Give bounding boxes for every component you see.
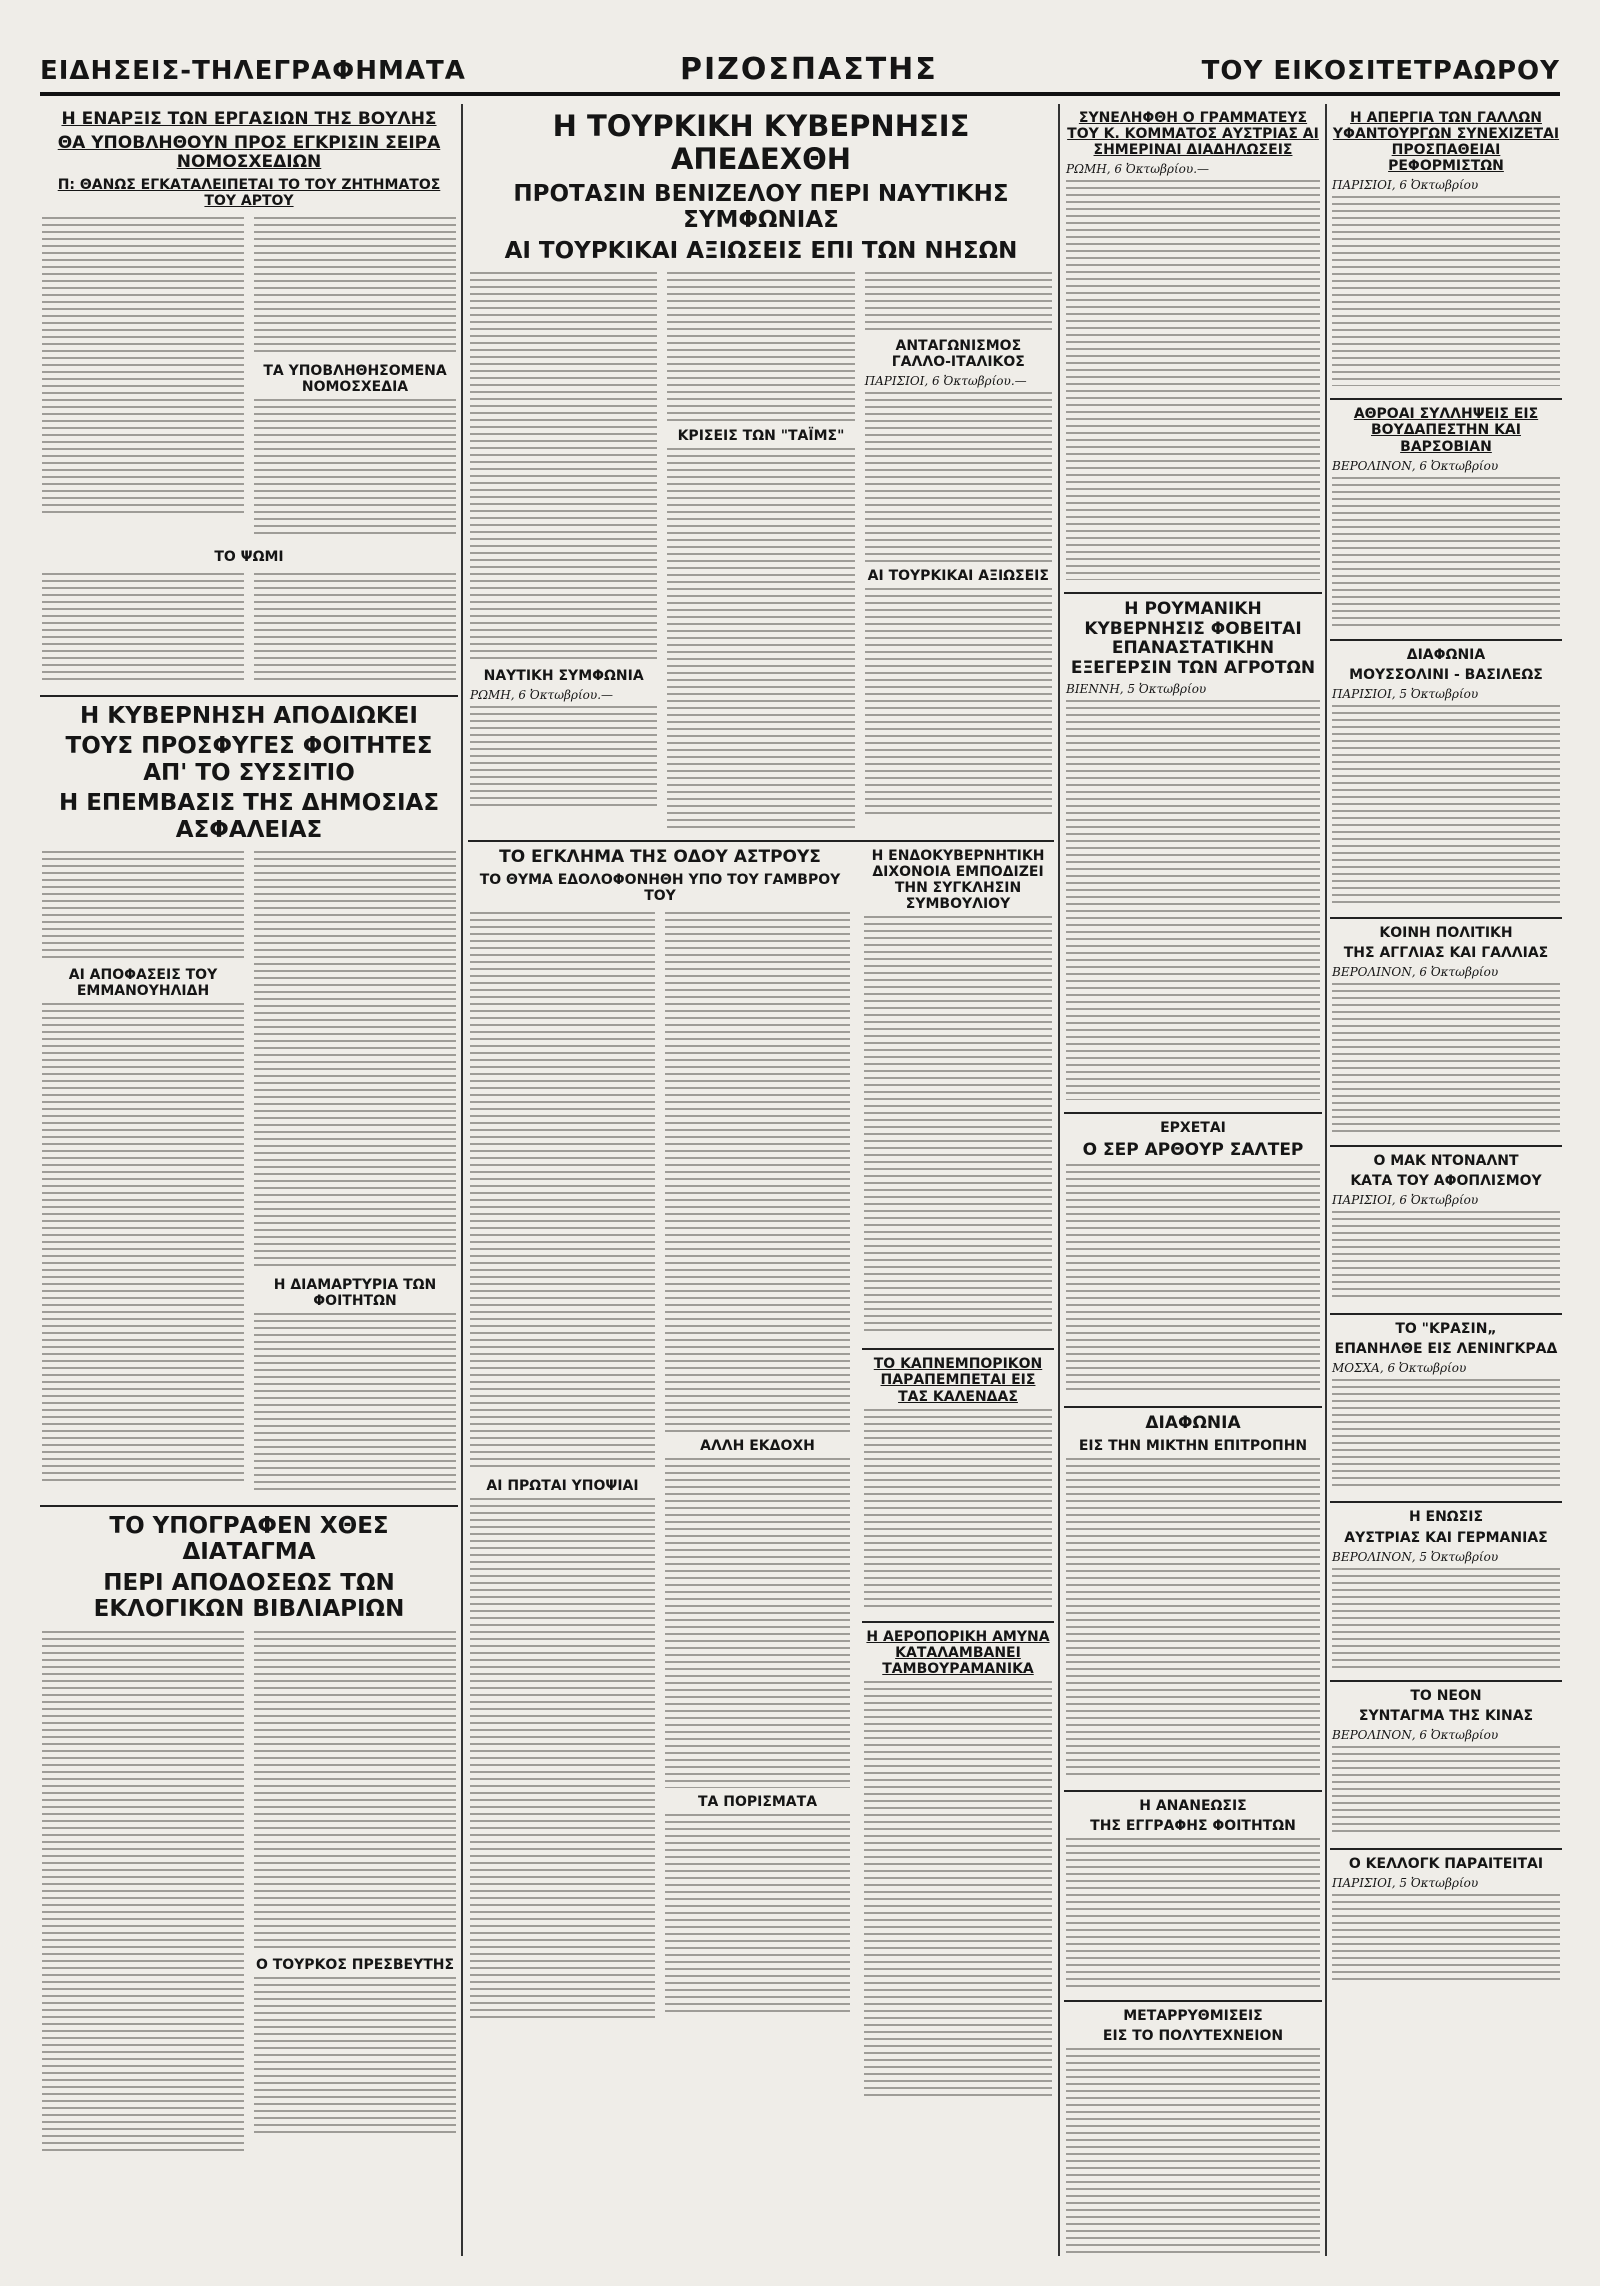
article-macdonald [1330,1147,1562,1315]
article-air-defence [862,1623,1054,2113]
body-text [1066,1164,1320,1394]
headline: ΔΙΑΦΩΝΙΑ [1145,1413,1241,1434]
article-polytechnic-reforms [1064,2002,1322,2256]
newspaper-name: ΡΙΖΟΣΠΑΣΤΗΣ [680,52,938,87]
body-text [865,392,1052,562]
headline: Η ΚΥΒΕΡΝΗΣΗ ΑΠΟΔΙΩΚΕΙ [80,702,418,729]
body-text [667,272,854,422]
column-divider [1058,104,1060,2256]
headline: ΚΑΤΑ ΤΟΥ ΑΦΟΠΛΙΣΜΟΥ [1350,1173,1542,1190]
headline: Η ΕΝΔΟΚΥΒΕΡΝΗΤΙΚΗ ΔΙΧΟΝΟΙΑ ΕΜΠΟΔΙΖΕΙ ΤΗΝ ΣΥΓΚΛΗΣΙΝ ΣΥΜΒΟΥΛΙΟΥ [871,848,1045,913]
subheading: ΤΑ ΥΠΟΒΛΗΘΗΣΟΜΕΝΑ ΝΟΜΟΣΧΕΔΙΑ [263,362,447,395]
headline: ΕΠΑΝΗΛΘΕ ΕΙΣ ΛΕΝΙΝΓΚΡΑΔ [1334,1341,1558,1358]
headline: ΠΕΡΙ ΑΠΟΔΟΣΕΩΣ ΤΩΝ ΕΚΛΟΓΙΚΩΝ ΒΙΒΛΙΑΡΙΩΝ [93,1569,405,1623]
body-text [254,573,456,683]
body-text [470,1498,655,2018]
dateline: ΒΕΡΟΛΙΝΟΝ, 5 Ὀκτωβρίου [1332,1549,1499,1564]
article-common-policy [1330,919,1562,1147]
body-text [42,217,244,517]
article-mass-arrests [1330,400,1562,640]
body-text [254,399,456,539]
body-text [865,272,1052,332]
headline: Π: ΘΑΝΩΣ ΕΓΚΑΤΑΛΕΙΠΕΤΑΙ ΤΟ ΤΟΥ ΖΗΤΗΜΑΤΟΣ ΤΟΥ ΑΡΤΟΥ [57,176,441,209]
headline: Η ΑΝΑΝΕΩΣΙΣ [1139,1797,1247,1814]
headline: ΤΟ ΕΓΚΛΗΜΑ ΤΗΣ ΟΔΟΥ ΑΣΤΡΟΥΣ [499,847,821,867]
headline: Η ΕΝΩΣΙΣ [1408,1509,1484,1526]
body-text [1332,1894,1560,1984]
headline: ΤΗΣ ΑΓΓΛΙΑΣ ΚΑΙ ΓΑΛΛΙΑΣ [1343,944,1549,961]
body-text [865,588,1052,818]
body-text [1332,1379,1560,1489]
headline: Ο ΚΕΛΛΟΓΚ ΠΑΡΑΙΤΕΙΤΑΙ [1348,1855,1544,1872]
headline: Ο ΣΕΡ ΑΡΘΟΥΡ ΣΑΛΤΕΡ [1082,1139,1304,1160]
dateline: ΠΑΡΙΣΙΟΙ, 6 Ὀκτωβρίου [1332,178,1479,193]
dateline: ΠΑΡΙΣΙΟΙ, 5 Ὀκτωβρίου [1332,1875,1479,1890]
article-kellogg [1330,1850,1562,1996]
article-parliament [40,104,458,697]
body-text [42,851,244,961]
subheading: ΑΙ ΤΟΥΡΚΙΚΑΙ ΑΞΙΩΣΕΙΣ [867,568,1049,584]
dateline: ΠΑΡΙΣΙΟΙ, 6 Ὀκτωβρίου [1332,1193,1479,1208]
headline: Η ΤΟΥΡΚΙΚΗ ΚΥΒΕΡΝΗΣΙΣ ΑΠΕΔΕΧΘΗ [552,109,970,177]
headline: ΘΑ ΥΠΟΒΛΗΘΟΥΝ ΠΡΟΣ ΕΓΚΡΙΣΙΝ ΣΕΙΡΑ ΝΟΜΟΣΧΕΔΙΩΝ [57,132,441,173]
body-text [42,573,244,683]
body-text [1332,196,1560,386]
article-refugee-students [40,697,458,1507]
subheading: ΑΙ ΠΡΩΤΑΙ ΥΠΟΨΙΑΙ [486,1477,639,1494]
article-student-registration [1064,1792,1322,2002]
body-text [470,272,657,662]
dateline: ΠΑΡΙΣΙΟΙ, 6 Ὀκτωβρίου.— [864,374,1027,388]
article-election-decree [40,1507,458,2163]
body-text [1332,983,1560,1133]
subheading: Η ΔΙΑΜΑΡΤΥΡΙΑ ΤΩΝ ΦΟΙΤΗΤΩΝ [273,1277,437,1310]
dateline: ΒΙΕΝΝΗ, 5 Ὀκτωβρίου [1066,682,1207,697]
headline: ΑΥΣΤΡΙΑΣ ΚΑΙ ΓΕΡΜΑΝΙΑΣ [1344,1529,1548,1546]
column-4 [1330,104,1562,2256]
body-text [254,217,456,357]
headline: ΤΟ ΚΑΠΝΕΜΠΟΡΙΚΟΝ ΠΑΡΑΠΕΜΠΕΤΑΙ ΕΙΣ ΤΑΣ ΚΑΛΕΝΔΑΣ [873,1356,1043,1405]
article-astrous-crime [468,842,852,2030]
article-tobacco-trade [862,1350,1054,1622]
body-text [470,912,655,1472]
body-text [254,851,456,1271]
article-austria-secretary [1064,104,1322,594]
subheading: ΑΙ ΑΠΟΦΑΣΕΙΣ ΤΟΥ ΕΜΜΑΝΟΥΗΛΙΔΗ [68,967,218,1000]
body-text [1066,700,1320,1100]
body-text [254,1977,456,2137]
body-text [864,1409,1052,1609]
article-austria-germany [1330,1503,1562,1681]
body-text [1066,2048,1320,2256]
body-text [1332,477,1560,627]
subheading: ΚΡΙΣΕΙΣ ΤΩΝ "ΤΑΪΜΣ" [677,428,845,444]
headline: ΠΡΟΤΑΣΙΝ ΒΕΝΙΖΕΛΟΥ ΠΕΡΙ ΝΑΥΤΙΚΗΣ ΣΥΜΦΩΝΙΑΣ [513,180,1009,234]
body-text [864,916,1052,1336]
subheading: ΑΛΛΗ ΕΚΔΟΧΗ [700,1437,815,1454]
section-subtitle: ΤΟΥ ΕΙΚΟΣΙΤΕΤΡΑΩΡΟΥ [1201,56,1560,86]
dateline: ΜΟΣΧΑ, 6 Ὀκτωβρίου [1332,1361,1467,1376]
body-text [1066,180,1320,580]
subheading: ΤΑ ΠΟΡΙΣΜΑΤΑ [697,1793,818,1810]
body-text [1332,1746,1560,1836]
article-mixed-commission [1064,1408,1322,1792]
headline: ΤΟ ΘΥΜΑ ΕΔΟΛΟΦΟΝΗΘΗ ΥΠΟ ΤΟΥ ΓΑΜΒΡΟΥ ΤΟΥ [479,871,841,904]
headline: ΑΘΡΟΑΙ ΣΥΛΛΗΨΕΙΣ ΕΙΣ ΒΟΥΔΑΠΕΣΤΗΝ ΚΑΙ ΒΑΡΣΟΒΙΑΝ [1353,406,1539,455]
column-divider [461,104,463,2256]
article-mussolini-king [1330,641,1562,919]
article-arthur-salter [1064,1114,1322,1408]
body-text [667,448,854,828]
headline: ΣΥΝΕΛΗΦΘΗ Ο ΓΡΑΜΜΑΤΕΥΣ ΤΟΥ Κ. ΚΟΜΜΑΤΟΣ ΑΥΣΤΡΙΑΣ ΑΙ ΣΗΜΕΡΙΝΑΙ ΔΙΑΔΗΛΩΣΕΙΣ [1067,110,1319,159]
headline: ΔΙΑΦΩΝΙΑ [1406,646,1486,663]
dateline: ΒΕΡΟΛΙΝΟΝ, 6 Ὀκτωβρίου [1332,965,1499,980]
dateline: ΒΕΡΟΛΙΝΟΝ, 6 Ὀκτωβρίου [1332,458,1499,473]
subheading: ΝΑΥΤΙΚΗ ΣΥΜΦΩΝΙΑ [483,668,644,684]
headline: Η ΕΝΑΡΞΙΣ ΤΩΝ ΕΡΓΑΣΙΩΝ ΤΗΣ ΒΟΥΛΗΣ [61,109,437,129]
body-text [864,1681,1052,2101]
column-divider [1325,104,1327,2256]
article-romanian-government [1064,594,1322,1114]
body-text [665,1814,850,2014]
column-2 [468,104,1054,2256]
column-3 [1064,104,1322,2256]
headline: ΤΟ ΝΕΟΝ [1410,1687,1482,1704]
body-text [665,1458,850,1788]
headline: Η ΡΟΥΜΑΝΙΚΗ ΚΥΒΕΡΝΗΣΙΣ ΦΟΒΕΙΤΑΙ ΕΠΑΝΑΣΤΑΤΙΚΗΝ ΕΞΕΓΕΡΣΙΝ ΤΩΝ ΑΓΡΟΤΩΝ [1070,599,1316,678]
dateline: ΒΕΡΟΛΙΝΟΝ, 6 Ὀκτωβρίου [1332,1727,1499,1742]
headline: Ο ΜΑΚ ΝΤΟΝΑΛΝΤ [1373,1153,1519,1170]
headline: ΑΙ ΤΟΥΡΚΙΚΑΙ ΑΞΙΩΣΕΙΣ ΕΠΙ ΤΩΝ ΝΗΣΩΝ [504,237,1018,264]
body-text [1066,1458,1320,1778]
body-text [470,706,657,806]
headline: ΜΕΤΑΡΡΥΘΜΙΣΕΙΣ [1123,2007,1263,2024]
article-krassin [1330,1315,1562,1503]
body-text [1332,705,1560,905]
body-text [42,1003,244,1483]
subheading: Ο ΤΟΥΡΚΟΣ ΠΡΕΣΒΕΥΤΗΣ [255,1956,455,1973]
body-text [254,1631,456,1951]
dateline: ΡΩΜΗ, 6 Ὀκτωβρίου.— [470,688,614,702]
section-title: ΕΙΔΗΣΕΙΣ-ΤΗΛΕΓΡΑΦΗΜΑΤΑ [40,56,466,86]
dateline: ΠΑΡΙΣΙΟΙ, 5 Ὀκτωβρίου [1332,686,1479,701]
dateline: ΡΩΜΗ, 6 Ὀκτωβρίου.— [1066,162,1210,177]
article-french-weavers [1330,104,1562,400]
body-text [254,1313,456,1493]
headline: ΤΟΥΣ ΠΡΟΣΦΥΓΕΣ ΦΟΙΤΗΤΕΣ ΑΠ' ΤΟ ΣΥΣΣΙΤΙΟ [65,733,433,786]
headline: ΤΟ ΥΠΟΓΡΑΦΕΝ ΧΘΕΣ ΔΙΑΤΑΓΜΑ [109,1513,389,1566]
headline: ΕΙΣ ΤΗΝ ΜΙΚΤΗΝ ΕΠΙΤΡΟΠΗΝ [1078,1437,1308,1454]
article-china-constitution [1330,1682,1562,1850]
subheading: ΑΝΤΑΓΩΝΙΣΜΟΣ ΓΑΛΛΟ-ΙΤΑΛΙΚΟΣ [891,338,1025,370]
headline: ΤΗΣ ΕΓΓΡΑΦΗΣ ΦΟΙΤΗΤΩΝ [1090,1817,1296,1834]
headline: Η ΑΠΕΡΓΙΑ ΤΩΝ ΓΑΛΛΩΝ ΥΦΑΝΤΟΥΡΓΩΝ ΣΥΝΕΧΙΖΕΤΑΙ ΠΡΟΣΠΑΘΕΙΑΙ ΡΕΦΟΡΜΙΣΤΩΝ [1332,110,1560,175]
body-text [1332,1568,1560,1668]
masthead [40,52,1560,96]
headline: ΕΙΣ ΤΟ ΠΟΛΥΤΕΧΝΕΙΟΝ [1102,2028,1284,2045]
body-text [1332,1211,1560,1301]
body-text [665,912,850,1432]
body-text [42,1631,244,2151]
subheading: ΤΟ ΨΩΜΙ [214,548,284,565]
article-turkish-government [468,104,1054,842]
column-1 [40,104,458,2256]
headline: Η ΑΕΡΟΠΟΡΙΚΗ ΑΜΥΝΑ ΚΑΤΑΛΑΜΒΑΝΕΙ ΤΑΜΒΟΥΡΑΜΑΝΙΚΑ [866,1628,1050,1677]
headline: ΤΟ "ΚΡΑΣΙΝ„ [1395,1321,1497,1338]
article-government-discord [862,842,1054,1350]
body-text [1066,1838,1320,1988]
headline: ΚΟΙΝΗ ΠΟΛΙΤΙΚΗ [1379,924,1513,941]
headline: ΕΡΧΕΤΑΙ [1160,1120,1226,1137]
headline: ΜΟΥΣΣΟΛΙΝΙ - ΒΑΣΙΛΕΩΣ [1349,666,1543,683]
headline: ΣΥΝΤΑΓΜΑ ΤΗΣ ΚΙΝΑΣ [1358,1707,1534,1724]
headline: Η ΕΠΕΜΒΑΣΙΣ ΤΗΣ ΔΗΜΟΣΙΑΣ ΑΣΦΑΛΕΙΑΣ [58,790,440,843]
